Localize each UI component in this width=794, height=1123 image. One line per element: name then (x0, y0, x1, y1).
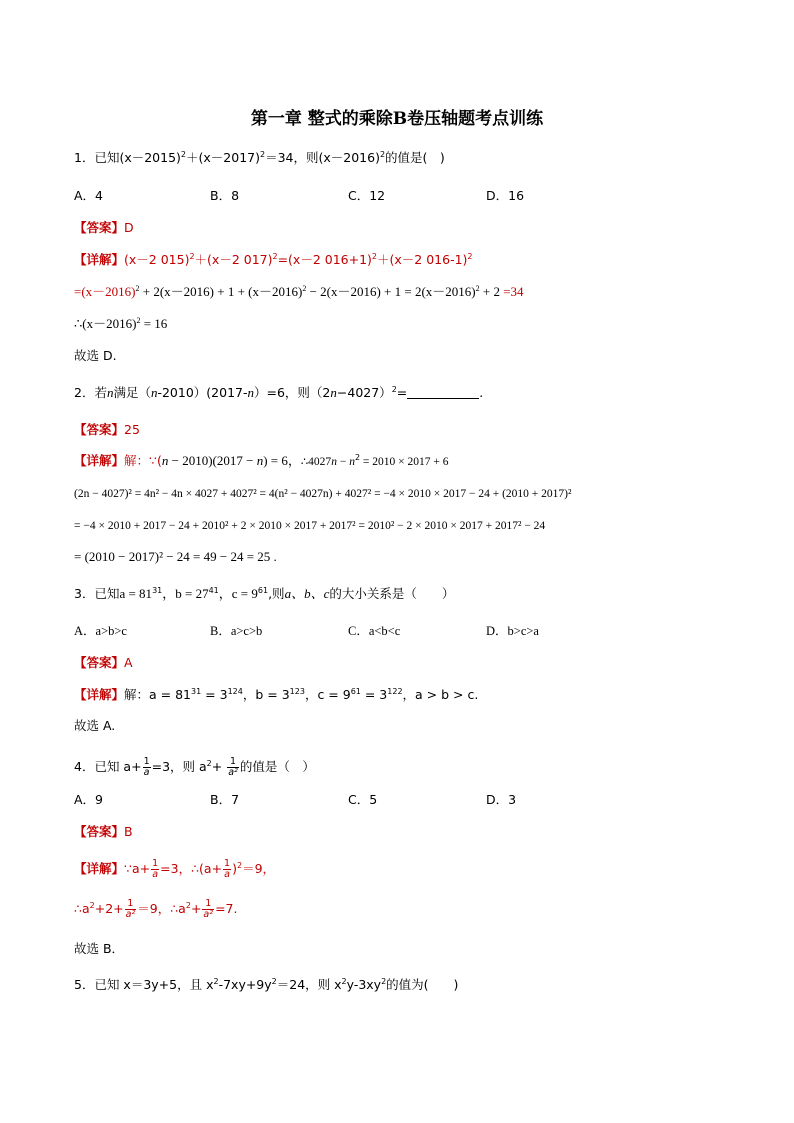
q1-option-c: C．12 (348, 188, 386, 203)
q2-detail-line2: (2n − 4027)² = 4n² − 4n × 4027 + 4027² = 4(n² − 4027n) + 4027² = −4 × 2010 × 2017 − 24 + (2010 + 2017)² (74, 488, 572, 500)
fraction: $\frac{1}{a}$ (143, 756, 150, 778)
q4-stem: 4．已知 a+ $\frac{1}{a}$ =3，则 $a^2+$ $\frac{1}{\text{a²}}$ 的值是（ ） (74, 756, 315, 778)
q3-option-c: C．a<b<c (348, 624, 401, 638)
q3-option-b: B．a>c>b (210, 624, 263, 638)
fraction: $\frac{1}{a}$ (152, 858, 159, 880)
fraction: $\frac{1}{\text{a²}}$ (125, 898, 136, 920)
q1-option-d: D．16 (486, 188, 525, 203)
q2-detail-line1: 【详解】解：∵(n − 2010)(2017 − n) = 6，∴4027n − $n^2 = 2010 \times 2017 + 6$ (74, 453, 449, 468)
q4-option-d: D．3 (486, 792, 517, 807)
q3-option-a: A．a>b>c (74, 624, 127, 638)
q1-detail-line3: $\therefore(x-2016)^2 = 16$ (74, 316, 168, 331)
q4-detail-line2: $\therefore a^2+2+$ $\frac{1}{\text{a²}}$ ＝9，$\therefore a^2+$ $\frac{1}{\text{a²}}$ =7. (74, 898, 238, 920)
q4-conclusion: 故选 B． (74, 941, 125, 956)
q3-stem: 3．已知$a = 81^{31}$，$b = 27^{41}$，$c = 9^{61}$,则a、b、c的大小关系是（ ） (74, 586, 455, 601)
q2-detail-line4: = (2010 − 2017)² − 24 = 49 − 24 = 25 . (74, 549, 277, 564)
q1-conclusion: 故选 D. (74, 348, 117, 363)
q1-detail-line2: $=(x-2016)^2 + 2(x-2016) + 1 + (x-2016)^2 - 2(x-2016) + 1 = 2(x-2016)^2 + 2 =34$ (74, 284, 524, 299)
q4-option-c: C．5 (348, 792, 378, 807)
q2-answer: 【答案】25 (74, 422, 140, 437)
fraction: $\frac{1}{\text{a²}}$ (203, 898, 214, 920)
q1-stem: 1．已知$(x-2015)^2+(x-2017)^2=34$，则$(x-2016)^2$的值是( ) (74, 150, 445, 165)
page-title: 第一章 整式的乘除B卷压轴题考点训练 (250, 109, 544, 129)
q2-detail-line3: = −4 × 2010 + 2017 − 24 + 2010² + 2 × 2010 × 2017 + 2017² = 2010² − 2 × 2010 × 2017 + 2017² − 24 (74, 520, 546, 532)
q2-stem: 2．若n满足（n-2010）(2017-n）=6，则$(2n-4027)^2=$ . (74, 385, 484, 400)
q4-detail-line1: 【详解】∵a+ $\frac{1}{a}$ =3，∴(a+ $\frac{1}{a}$ )$^2$＝9， (74, 858, 276, 880)
q5-stem: 5．已知 x＝3y+5，且 $x^2-7xy+9y^2=24$，则 $x^2y-3xy^2$的值为( ) (74, 977, 459, 992)
fraction: $\frac{1}{\text{a²}}$ (228, 756, 238, 778)
q1-option-b: B．8 (210, 188, 240, 203)
q3-option-d: D．b>c>a (486, 624, 539, 638)
q3-answer: 【答案】A (74, 655, 133, 670)
q4-option-b: B．7 (210, 792, 240, 807)
q4-answer: 【答案】B (74, 824, 133, 839)
q3-detail: 【详解】解：$a = 81^{31} = 3^{124}$，$b = 3^{123}$，$c = 9^{61} = 3^{122}$，a > b > c. (74, 687, 479, 702)
q3-conclusion: 故选 A. (74, 718, 116, 733)
q4-option-a: A．9 (74, 792, 104, 807)
q1-detail-line1: 【详解】(x－2 015)$^2$＋(x－2 017)$^2$=(x－2 016+1)$^2$＋(x－2 016-1)$^2$ (74, 252, 473, 267)
fraction: $\frac{1}{a}$ (224, 858, 231, 880)
answer-blank (407, 386, 479, 399)
q1-option-a: A．4 (74, 188, 104, 203)
q1-answer: 【答案】D (74, 220, 134, 235)
